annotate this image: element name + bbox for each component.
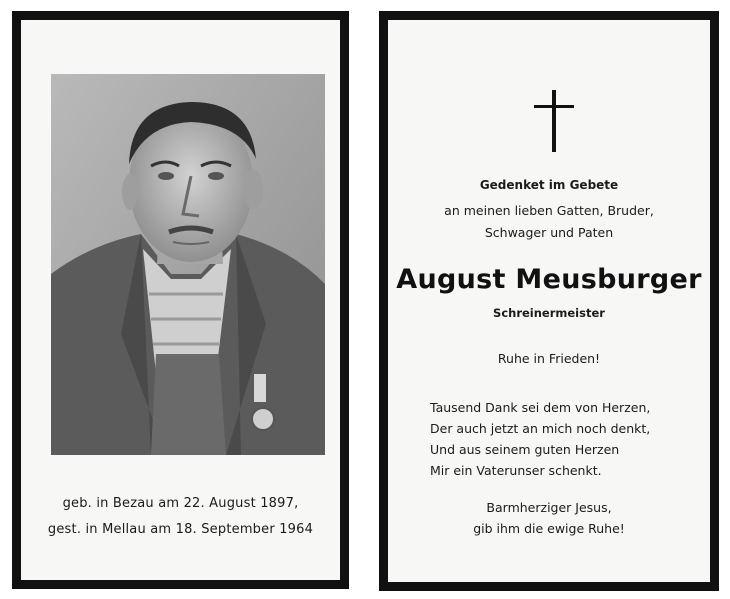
- portrait-photo: [51, 74, 325, 455]
- latin-cross-icon: [534, 90, 574, 152]
- prayer-line-1: Barmherziger Jesus,: [486, 500, 612, 515]
- poem: [430, 397, 650, 481]
- relations-line-1: an meinen lieben Gatten, Bruder,: [444, 203, 654, 218]
- poem-line: Und aus seinem guten Herzen: [430, 442, 620, 457]
- poem-line: Mir ein Vaterunser schenkt.: [430, 463, 602, 478]
- poem-line: Tausend Dank sei dem von Herzen,: [430, 400, 651, 415]
- birth-date: geb. in Bezau am 22. August 1897,: [62, 496, 299, 511]
- rest-in-peace: Ruhe in Frieden!: [497, 351, 601, 366]
- relations-line-2: Schwager und Paten: [484, 225, 614, 240]
- deceased-name: August Meusburger: [396, 264, 702, 295]
- portrait-card: [12, 11, 349, 589]
- profession: Schreinermeister: [493, 306, 605, 320]
- prayer-line-2: gib ihm die ewige Ruhe!: [473, 521, 625, 536]
- poem-line: Der auch jetzt an mich noch denkt,: [430, 421, 651, 436]
- portrait-photo-icon: [51, 74, 325, 455]
- death-date: gest. in Mellau am 18. September 1964: [47, 522, 314, 537]
- memorial-heading: Gedenket im Gebete: [479, 178, 619, 192]
- memorial-text-card: [379, 11, 719, 591]
